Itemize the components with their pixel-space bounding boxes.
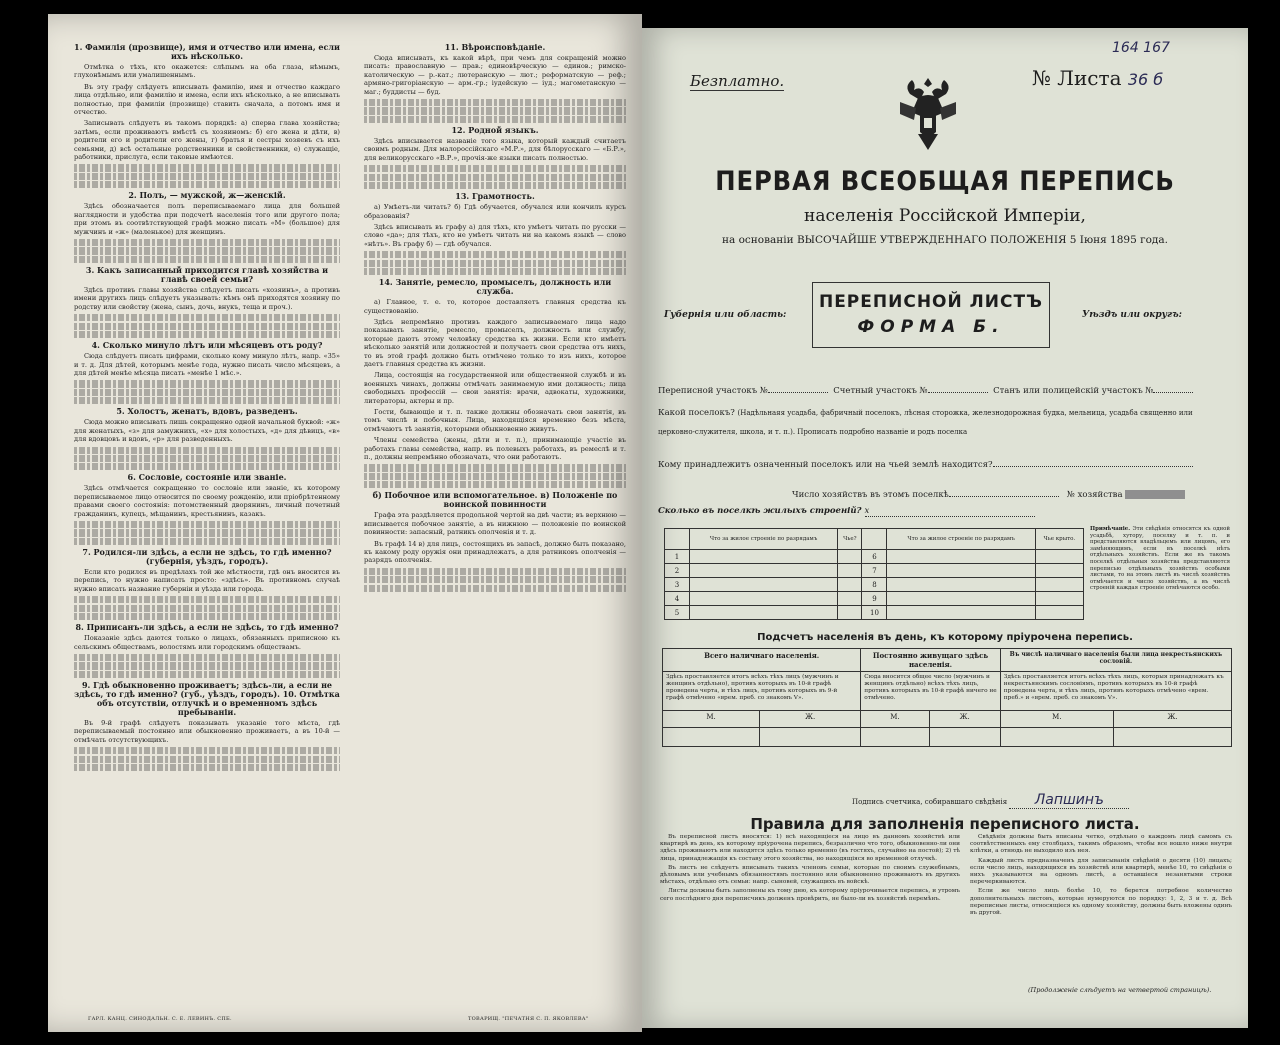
- row-cell: [838, 564, 862, 578]
- police-district-label: Станъ или полицейскій участокъ №: [993, 386, 1154, 396]
- row-cell: [690, 606, 838, 620]
- row-number: 10: [862, 606, 887, 620]
- row-number: 5: [665, 606, 690, 620]
- census-subtitle: населенія Россійской Имперіи,: [804, 206, 1086, 226]
- section-paragraph: Сюда вписывать, къ какой вѣрѣ, при чемъ для сокращеній можно писать: православную — прав.; единовѣрческую — единов.; римско-католическую — р.-кат.; лютеранскую — лют.; реформатскую — реф.; армяно-григоріанскую — арм.-гр.; іудейскую — іуд.; магометанскую — маг.; буддисты — буд.: [364, 54, 626, 96]
- section-paragraph: Графа эта раздѣляется продольной чертой на двѣ части; въ верхнюю — вписывается побочное занятіе, а въ нижнюю — положеніе по воинской повинности: запасный, ратникъ ополченія и т. д.: [364, 511, 626, 537]
- row-cell: [887, 578, 1035, 592]
- row-number: 8: [862, 578, 887, 592]
- text-filler-line: [74, 463, 340, 470]
- settlement-line: [658, 408, 1193, 418]
- sheet-number-label: № Листа: [1032, 66, 1122, 90]
- row-cell: [838, 578, 862, 592]
- archive-number-handwritten: 164 167: [1112, 40, 1170, 56]
- section-heading: 6. Сословіе, состояніе или званіе.: [127, 472, 287, 483]
- section-heading: 3. Какъ записанный приходится главѣ хозяйства и главѣ своей семьи?: [85, 264, 329, 284]
- row-cell: [838, 550, 862, 564]
- buildings-row: [665, 578, 1084, 592]
- province-label: Губернія или область:: [664, 310, 787, 320]
- text-filler-line: [74, 605, 340, 612]
- household-number-label: № хозяйства: [1066, 490, 1123, 500]
- count-female-2: Ж.: [929, 711, 1000, 728]
- count-female-3: Ж.: [1113, 711, 1231, 728]
- count-col-non-peasant: Въ числѣ наличнаго населенія были лица некрестьянскихъ сословій.: [1000, 649, 1231, 672]
- form-title: ПЕРЕПИСНОЙ ЛИСТЪ: [818, 292, 1044, 312]
- section-paragraph: Гости, бывающіе и т. п. также должны обозначать свои занятія, въ томъ числѣ и побочныя. Лица, находящіяся временно безъ мѣста, отмѣчаютъ тѣ занятія, которыми обыкновенно живутъ.: [364, 407, 626, 433]
- text-filler-line: [74, 662, 340, 669]
- section-paragraph: Показаніе здѣсь даются только о лицахъ, обязанныхъ приписною къ сельскимъ обществамъ, волостямъ или городскимъ обществамъ.: [74, 634, 340, 651]
- section-paragraph: Здѣсь противъ главы хозяйства слѣдуетъ писать «хозяинъ», а противъ имени другихъ лицъ слѣдуетъ указывать: кѣмъ онѣ приходятся хозяину по родству или свойству (жена, сынъ, дочь, внукъ, теща и проч.).: [74, 285, 340, 311]
- section-paragraph: Здѣсь отмѣчается сокращенно то сословіе или званіе, къ которому переписываемое лицо относится по своему рожденію, или пріобрѣтенному правами своего состоянія: потомственный дворянинъ, личный почетный гражданинъ, купецъ, мѣщанинъ, крестьянинъ, казакъ.: [74, 484, 340, 518]
- count-female-1: Ж.: [760, 711, 861, 728]
- text-filler-line: [74, 455, 340, 462]
- text-filler-line: [364, 99, 626, 106]
- row-number: 7: [862, 564, 887, 578]
- section-paragraph: а) Главное, т. е. то, которое доставляетъ главныя средства къ существованію.: [364, 298, 626, 315]
- buildings-table: [664, 528, 1084, 620]
- row-cell: [690, 564, 838, 578]
- row-cell: [838, 606, 862, 620]
- section-heading: 2. Полъ, — мужской, ж—женскій.: [128, 190, 286, 201]
- section-heading: 4. Сколько минуло лѣтъ или мѣсяцевъ отъ роду?: [91, 340, 323, 351]
- row-number: 6: [862, 550, 887, 564]
- rules-column-2: [970, 834, 1232, 984]
- count-cell: [1113, 728, 1231, 747]
- count-title: Подсчетъ населенія въ день, къ которому пріурочена перепись.: [757, 632, 1133, 643]
- section-paragraph: Лица, состоящія на государственной или общественной службѣ и въ военныхъ чинахъ, должны отмѣчать занимаемую ими должность; лица свободныхъ профессій — свои занятія: врачи, адвокаты, художники, литераторы, актеры и пр.: [364, 371, 626, 405]
- buildings-row: [665, 606, 1084, 620]
- section-heading: б) Побочное или вспомогательное. в) Положеніе по воинской повинности: [372, 490, 618, 510]
- text-filler-line: [74, 247, 340, 254]
- text-filler-line: [74, 521, 340, 528]
- note-text: Эти свѣдѣнія относятся къ одной усадьбѣ, хутору, поселку и т. п. и представляются владѣльцемъ или лицомъ, его замѣняющимъ, если въ поселкѣ нѣтъ отдѣльныхъ хозяйствъ. Если же въ такомъ поселкѣ отдѣльныя хозяйства представляются переписью отдѣльныхъ хозяйствъ особыми листами, то на этомъ листѣ въ числѣ хозяйствъ отмѣчается и число хозяйствъ, а въ числѣ строеній каждая строеніе отмѣчаются особо.: [1090, 526, 1230, 592]
- count-col-present: Всего наличнаго населенія.: [663, 649, 861, 672]
- section-heading: 14. Занятіе, ремесло, промыселъ, должность или служба.: [378, 277, 612, 297]
- section-paragraph: Въ эту графу слѣдуетъ вписывать фамилію, имя и отчество каждаго лица отдѣльно, или фамилію и имена, если ихъ нѣсколько, а не вписывать полностью, при фамиліи (прозвище) ставить сначала, а потомъ имя и отчество.: [74, 82, 340, 117]
- text-filler-line: [364, 473, 626, 480]
- uezd-label: Уѣздъ или округъ:: [1082, 310, 1182, 320]
- signature-label: Подпись счетчика, собиравшаго свѣдѣнія: [852, 798, 1008, 806]
- text-filler-line: [74, 380, 340, 387]
- settlement-hint-2: церковно-служителя, школа, и т. п.). Прописать подробно названіе и родъ поселка: [658, 428, 968, 436]
- row-number: 4: [665, 592, 690, 606]
- counting-district-label: Счетный участокъ №: [833, 386, 928, 396]
- section-paragraph: Здѣсь вписывать въ графу а) для тѣхъ, кто умѣетъ читать по русски — слово «да»; для тѣхъ, кто не умѣетъ читать ни на какомъ языкѣ — слово «нѣтъ». Въ графу б) — гдѣ обучался.: [364, 222, 626, 248]
- row-number: 9: [862, 592, 887, 606]
- section-heading: 7. Родился-ли здѣсь, а если не здѣсь, то гдѣ именно? (губернія, уѣздъ, городъ).: [82, 547, 332, 566]
- text-filler-line: [364, 481, 626, 488]
- text-filler-line: [74, 323, 340, 330]
- section-paragraph: Записывать слѣдуетъ въ такомъ порядкѣ: а) сперва глава хозяйства; затѣмъ, если проживаютъ вмѣстѣ съ хозяиномъ: б) его жена и дѣти, в) родители его и родители его жены, г) братья и сестры хозяевъ съ ихъ семьями, д) всѣ остальные родственники и свойственники, е) служащіе, работники, прислуга, если таковые имѣются.: [74, 119, 340, 162]
- section-heading: 13. Грамотность.: [455, 191, 535, 202]
- settlement-label: Какой поселокъ?: [658, 408, 735, 418]
- count-cell: [1000, 728, 1113, 747]
- text-filler-line: [74, 764, 340, 771]
- section-heading: 9. Гдѣ обыкновенно проживаетъ; здѣсь-ли, а если не здѣсь, то гдѣ именно? (губ., уѣздъ, городъ). 10. Отмѣтка объ отсутствіи, отлучкѣ и о временномъ здѣсь пребываніи.: [74, 679, 340, 717]
- sheet-number-handwritten: 36 б: [1127, 70, 1164, 89]
- text-filler-line: [364, 268, 626, 275]
- count-male-2: М.: [861, 711, 929, 728]
- district-line: [658, 386, 1193, 396]
- row-number: 2: [665, 564, 690, 578]
- note-label: Примѣчаніе.: [1090, 526, 1131, 532]
- households-line: [792, 490, 1185, 500]
- text-filler-line: [74, 596, 340, 603]
- row-cell: [887, 606, 1035, 620]
- section-paragraph: Въ графѣ 14 в) для лицъ, состоящихъ въ запасѣ, должно быть показано, къ какому роду оружія они принадлежатъ, а для ратниковъ ополченія — разрядъ ополченія.: [364, 539, 626, 565]
- text-filler-line: [74, 397, 340, 404]
- redaction-mark: [1125, 490, 1185, 499]
- section-paragraph: Здѣсь обозначается полъ переписываемаго лица для большей наглядности и удобства при подсчетѣ населенія того или другого пола; при этомъ въ соотвѣтствующей графѣ можно писать «М» (большое) для мужчинъ и «ж» (маленькое) для женщинъ.: [74, 202, 340, 236]
- households-label: Число хозяйствъ въ этомъ поселкѣ: [792, 490, 949, 500]
- owner-label: Кому принадлежитъ означенный поселокъ или на чьей землѣ находится?: [658, 460, 993, 470]
- rules-title: Правила для заполненія переписного листа.: [750, 815, 1140, 833]
- free-label: Безплатно.: [690, 72, 785, 90]
- buildings-col-roof: Чье крыто.: [1035, 529, 1083, 550]
- text-filler-line: [74, 538, 340, 545]
- buildings-label: Сколько въ поселкѣ жилыхъ строеній?: [658, 506, 862, 516]
- rules-paragraph: Листы должны быть заполнены къ тому дню, къ которому пріурочивается перепись, и утромъ сего послѣдняго дня переписчикъ долженъ провѣрить, не было-ли въ хозяйствѣ перемѣнъ.: [660, 888, 960, 902]
- text-filler-line: [364, 464, 626, 471]
- row-cell: [690, 592, 838, 606]
- text-filler-line: [364, 165, 626, 172]
- text-filler-line: [74, 613, 340, 620]
- count-cell: [861, 728, 929, 747]
- section-heading: 5. Холостъ, женатъ, вдовъ, разведенъ.: [116, 406, 298, 417]
- text-filler-line: [74, 747, 340, 754]
- rules-paragraph: Въ листъ не слѣдуетъ вписывать такихъ членовъ семьи, которые по своимъ служебнымъ, дѣловымъ или учебнымъ обязанностямъ постоянно или обыкновенно проживаютъ въ другихъ мѣстахъ, отдѣльно отъ семьи: напр. сыновей, служащихъ въ войскѣ.: [660, 864, 960, 886]
- count-col-resident: Постоянно живущаго здѣсь населенія.: [861, 649, 1000, 672]
- row-cell: [887, 564, 1035, 578]
- section-heading: 8. Приписанъ-ли здѣсь, а если не здѣсь, то гдѣ именно?: [75, 622, 339, 633]
- text-filler-line: [74, 671, 340, 678]
- rules-paragraph: Въ переписной листъ вносятся: 1) всѣ находящіеся на лицо въ данномъ хозяйствѣ или квартирѣ въ день, къ которому пріурочена перепись, безразлично что того, обыкновенно-ли они здѣсь проживаютъ или находятся здѣсь только временно (въ гостяхъ, случайно на постой); 2) тѣ лица, принадлежащія къ составу этого хозяйства, но находящіяся во временной отлучкѣ.: [660, 834, 960, 862]
- count-cell: [663, 728, 760, 747]
- continued-note: (Продолженіе слѣдуетъ на четвертой страницѣ).: [1028, 986, 1212, 994]
- owner-line: [658, 460, 1193, 470]
- count-desc-resident: Сюда вносится общее число (мужчинъ и женщинъ отдѣльно) всѣхъ тѣхъ лицъ, противъ которыхъ въ 10-й графѣ ничего не отмѣчено.: [861, 672, 1000, 711]
- text-filler-line: [364, 107, 626, 114]
- count-cell: [929, 728, 1000, 747]
- text-filler-line: [364, 251, 626, 258]
- text-filler-line: [364, 174, 626, 181]
- rules-paragraph: Каждый листъ предназначенъ для записыванія свѣдѣній о десяти (10) лицахъ; если число лицъ, находящихся въ хозяйствѣ или квартирѣ, менѣе 10, то свѣдѣнія о нихъ указываются на одномъ листѣ, а оставшіеся незанятыми строки перечеркиваются.: [970, 857, 1232, 886]
- printer-footer-left: ГАРЛ. КАНЦ. СИНОДАЛЬН. С. Е. ЛЕВИНЪ. СПБ.: [88, 1016, 232, 1022]
- row-cell: [887, 592, 1035, 606]
- section-heading: 11. Вѣроисповѣданіе.: [444, 42, 546, 52]
- text-filler-line: [364, 182, 626, 189]
- section-paragraph: Отмѣтка о тѣхъ, кто окажется: слѣпымъ на оба глаза, нѣмымъ, глухонѣмымъ или умалишеннымъ.: [74, 63, 340, 80]
- note-block: [1090, 526, 1230, 592]
- row-cell: [1035, 550, 1083, 564]
- count-desc-non-peasant: Здѣсь проставляется итогъ всѣхъ тѣхъ лицъ, которыя принадлежатъ къ некрестьянскимъ сословіямъ, противъ которыхъ въ 10-й графѣ проведена черта, и тѣхъ лицъ, противъ которыхъ отмѣчено «врем. преб.» и «врем. преб. со знакомъ V».: [1000, 672, 1231, 711]
- section-paragraph: Члены семейства (жены, дѣти и т. п.), принимающіе участіе въ работахъ главы семейства, напр. въ полевыхъ работахъ, въ ремеслѣ и т. п., должны непремѣнно обозначать, что они работаютъ.: [364, 436, 626, 461]
- count-male-1: М.: [663, 711, 760, 728]
- text-filler-line: [74, 164, 340, 171]
- section-paragraph: Если кто родился въ предѣлахъ той же мѣстности, гдѣ онъ вносится въ перепись, то нужно написать просто: «здѣсь». Въ противномъ случаѣ нужно вписать название губерніи и уѣзда или города.: [74, 568, 340, 593]
- left-page: [48, 14, 642, 1032]
- section-paragraph: Въ 9-й графѣ слѣдуетъ показывать указаніе того мѣста, гдѣ переписываемый постоянно или обыкновенно проживаетъ, а въ 10-й — отмѣчать отсутствующихъ.: [74, 718, 340, 744]
- section-paragraph: а) Умѣетъ-ли читать? б) Гдѣ обучается, обучался или кончилъ курсъ образованія?: [364, 203, 626, 220]
- sheet-number: [1032, 66, 1163, 90]
- section-heading: 12. Родной языкъ.: [451, 124, 539, 135]
- row-number: 3: [665, 578, 690, 592]
- rules-paragraph: Если же число лицъ болѣе 10, то берется потребное количество дополнительныхъ листовъ, которые нумеруются по порядку: 1, 2, 3 и т. д. Всѣ переписные листы, относящіеся къ одному хозяйству, должны быть вложены одинъ въ другой.: [970, 888, 1232, 917]
- settlement-hint: (Надѣльнаяя усадьба, фабричный поселокъ, лѣсная сторожка, железнодорожная будка, мельница, усадьба священно или: [737, 409, 1193, 417]
- count-desc-present: Здѣсь проставляется итогъ всѣхъ тѣхъ лицъ (мужчинъ и женщинъ отдѣльно), противъ которыхъ въ 10-й графѣ проведена черта, и тѣхъ лицъ, противъ которыхъ въ 9-й графѣ отмѣчено «врем. преб. со знакомъ V».: [663, 672, 861, 711]
- row-cell: [1035, 592, 1083, 606]
- double-headed-eagle-icon: [896, 74, 960, 152]
- enumerator-signature: Лапшинъ: [1009, 792, 1129, 809]
- census-basis: на основаніи ВЫСОЧАЙШЕ УТВЕРЖДЕННАГО ПОЛОЖЕНІЯ 5 Іюня 1895 года.: [721, 234, 1168, 246]
- row-cell: [1035, 578, 1083, 592]
- buildings-col-type-2: Что за жилое строеніе по разрядамъ: [887, 529, 1035, 550]
- text-filler-line: [74, 173, 340, 180]
- row-cell: [690, 578, 838, 592]
- buildings-col-whose: Чье?: [838, 529, 862, 550]
- buildings-row: [665, 550, 1084, 564]
- text-filler-line: [74, 256, 340, 263]
- text-filler-line: [364, 568, 626, 575]
- population-count-table: [662, 648, 1232, 747]
- row-cell: [838, 592, 862, 606]
- left-column-1: [74, 40, 340, 1020]
- text-filler-line: [74, 654, 340, 661]
- section-paragraph: Здѣсь вписывается названіе того языка, который каждый считаетъ своимъ родным. Для малороссійскаго «М.Р.», для бѣлорусскаго — «Б.Р.», для великорусскаго «В.Р.», прочія-же языки писать полностью.: [364, 136, 626, 162]
- row-cell: [1035, 564, 1083, 578]
- count-cell: [760, 728, 861, 747]
- text-filler-line: [74, 756, 340, 763]
- census-title: ПЕРВАЯ ВСЕОБЩАЯ ПЕРЕПИСЬ: [715, 166, 1175, 197]
- text-filler-line: [364, 260, 626, 267]
- text-filler-line: [74, 331, 340, 338]
- buildings-line: [658, 506, 1035, 517]
- printer-footer-right: ТОВАРИЩ. "ПЕЧАТНЯ С. П. ЯКОВЛЕВА": [468, 1016, 589, 1022]
- census-district-label: Переписной участокъ №: [658, 386, 768, 396]
- section-paragraph: Здѣсь непремѣнно противъ каждого записываемаго лица надо показывать занятіе, ремесло, промыселъ, должность или службу, которые даютъ этому человѣку средства къ жизни. Если кто имѣетъ нѣсколько занятій или должностей и получаетъ свои средства отъ нихъ, то въ этой графѣ должно быть отмѣчено только то изъ нихъ, которое даетъ главныя средства къ жизни.: [364, 317, 626, 368]
- text-filler-line: [74, 529, 340, 536]
- text-filler-line: [74, 239, 340, 246]
- buildings-col-type: Что за жилое строеніе по разрядамъ: [690, 529, 838, 550]
- section-paragraph: Сюда слѣдуетъ писать цифрами, сколько кому минуло лѣтъ, напр. «35» и т. д. Для дѣтей, которымъ менѣе года, нужно писать число мѣсяцевъ, а для дѣтей менѣе мѣсяца писать «менѣе 1 мѣс.».: [74, 352, 340, 377]
- buildings-row: [665, 592, 1084, 606]
- buildings-row: [665, 564, 1084, 578]
- rules-column-1: [660, 834, 960, 984]
- form-title-box: [812, 282, 1050, 348]
- count-male-3: М.: [1000, 711, 1113, 728]
- buildings-value: х: [865, 506, 1035, 517]
- signature-line: [852, 792, 1129, 809]
- row-cell: [1035, 606, 1083, 620]
- rules-paragraph: Свѣдѣнія должны быть вписаны четко, отдѣльно о каждомъ лицѣ самомъ съ соотвѣтственныхъ ему столбцахъ, такимъ образомъ, чтобы все вошло ниже внутри клѣтки, а отнюдь не выходило изъ нея.: [970, 834, 1232, 855]
- form-letter: ФОРМА Б.: [857, 317, 1005, 337]
- text-filler-line: [74, 181, 340, 188]
- right-page: [642, 28, 1248, 1028]
- section-paragraph: Сюда можно вписывать лишь сокращенно одной начальной буквой: «ж» для женатыхъ, «з» для замужнихъ, «х» для холостыхъ, «д» для дѣвицъ, «в» для вдовцовъ и вдовъ, «р» для разведенныхъ.: [74, 418, 340, 444]
- left-column-2: [364, 40, 626, 1020]
- row-cell: [690, 550, 838, 564]
- section-heading: 1. Фамилія (прозвище), имя и отчество или имена, если ихъ нѣсколько.: [74, 42, 340, 61]
- text-filler-line: [364, 116, 626, 123]
- text-filler-line: [74, 314, 340, 321]
- text-filler-line: [364, 576, 626, 583]
- text-filler-line: [74, 447, 340, 454]
- row-number: 1: [665, 550, 690, 564]
- text-filler-line: [74, 389, 340, 396]
- text-filler-line: [364, 585, 626, 592]
- row-cell: [887, 550, 1035, 564]
